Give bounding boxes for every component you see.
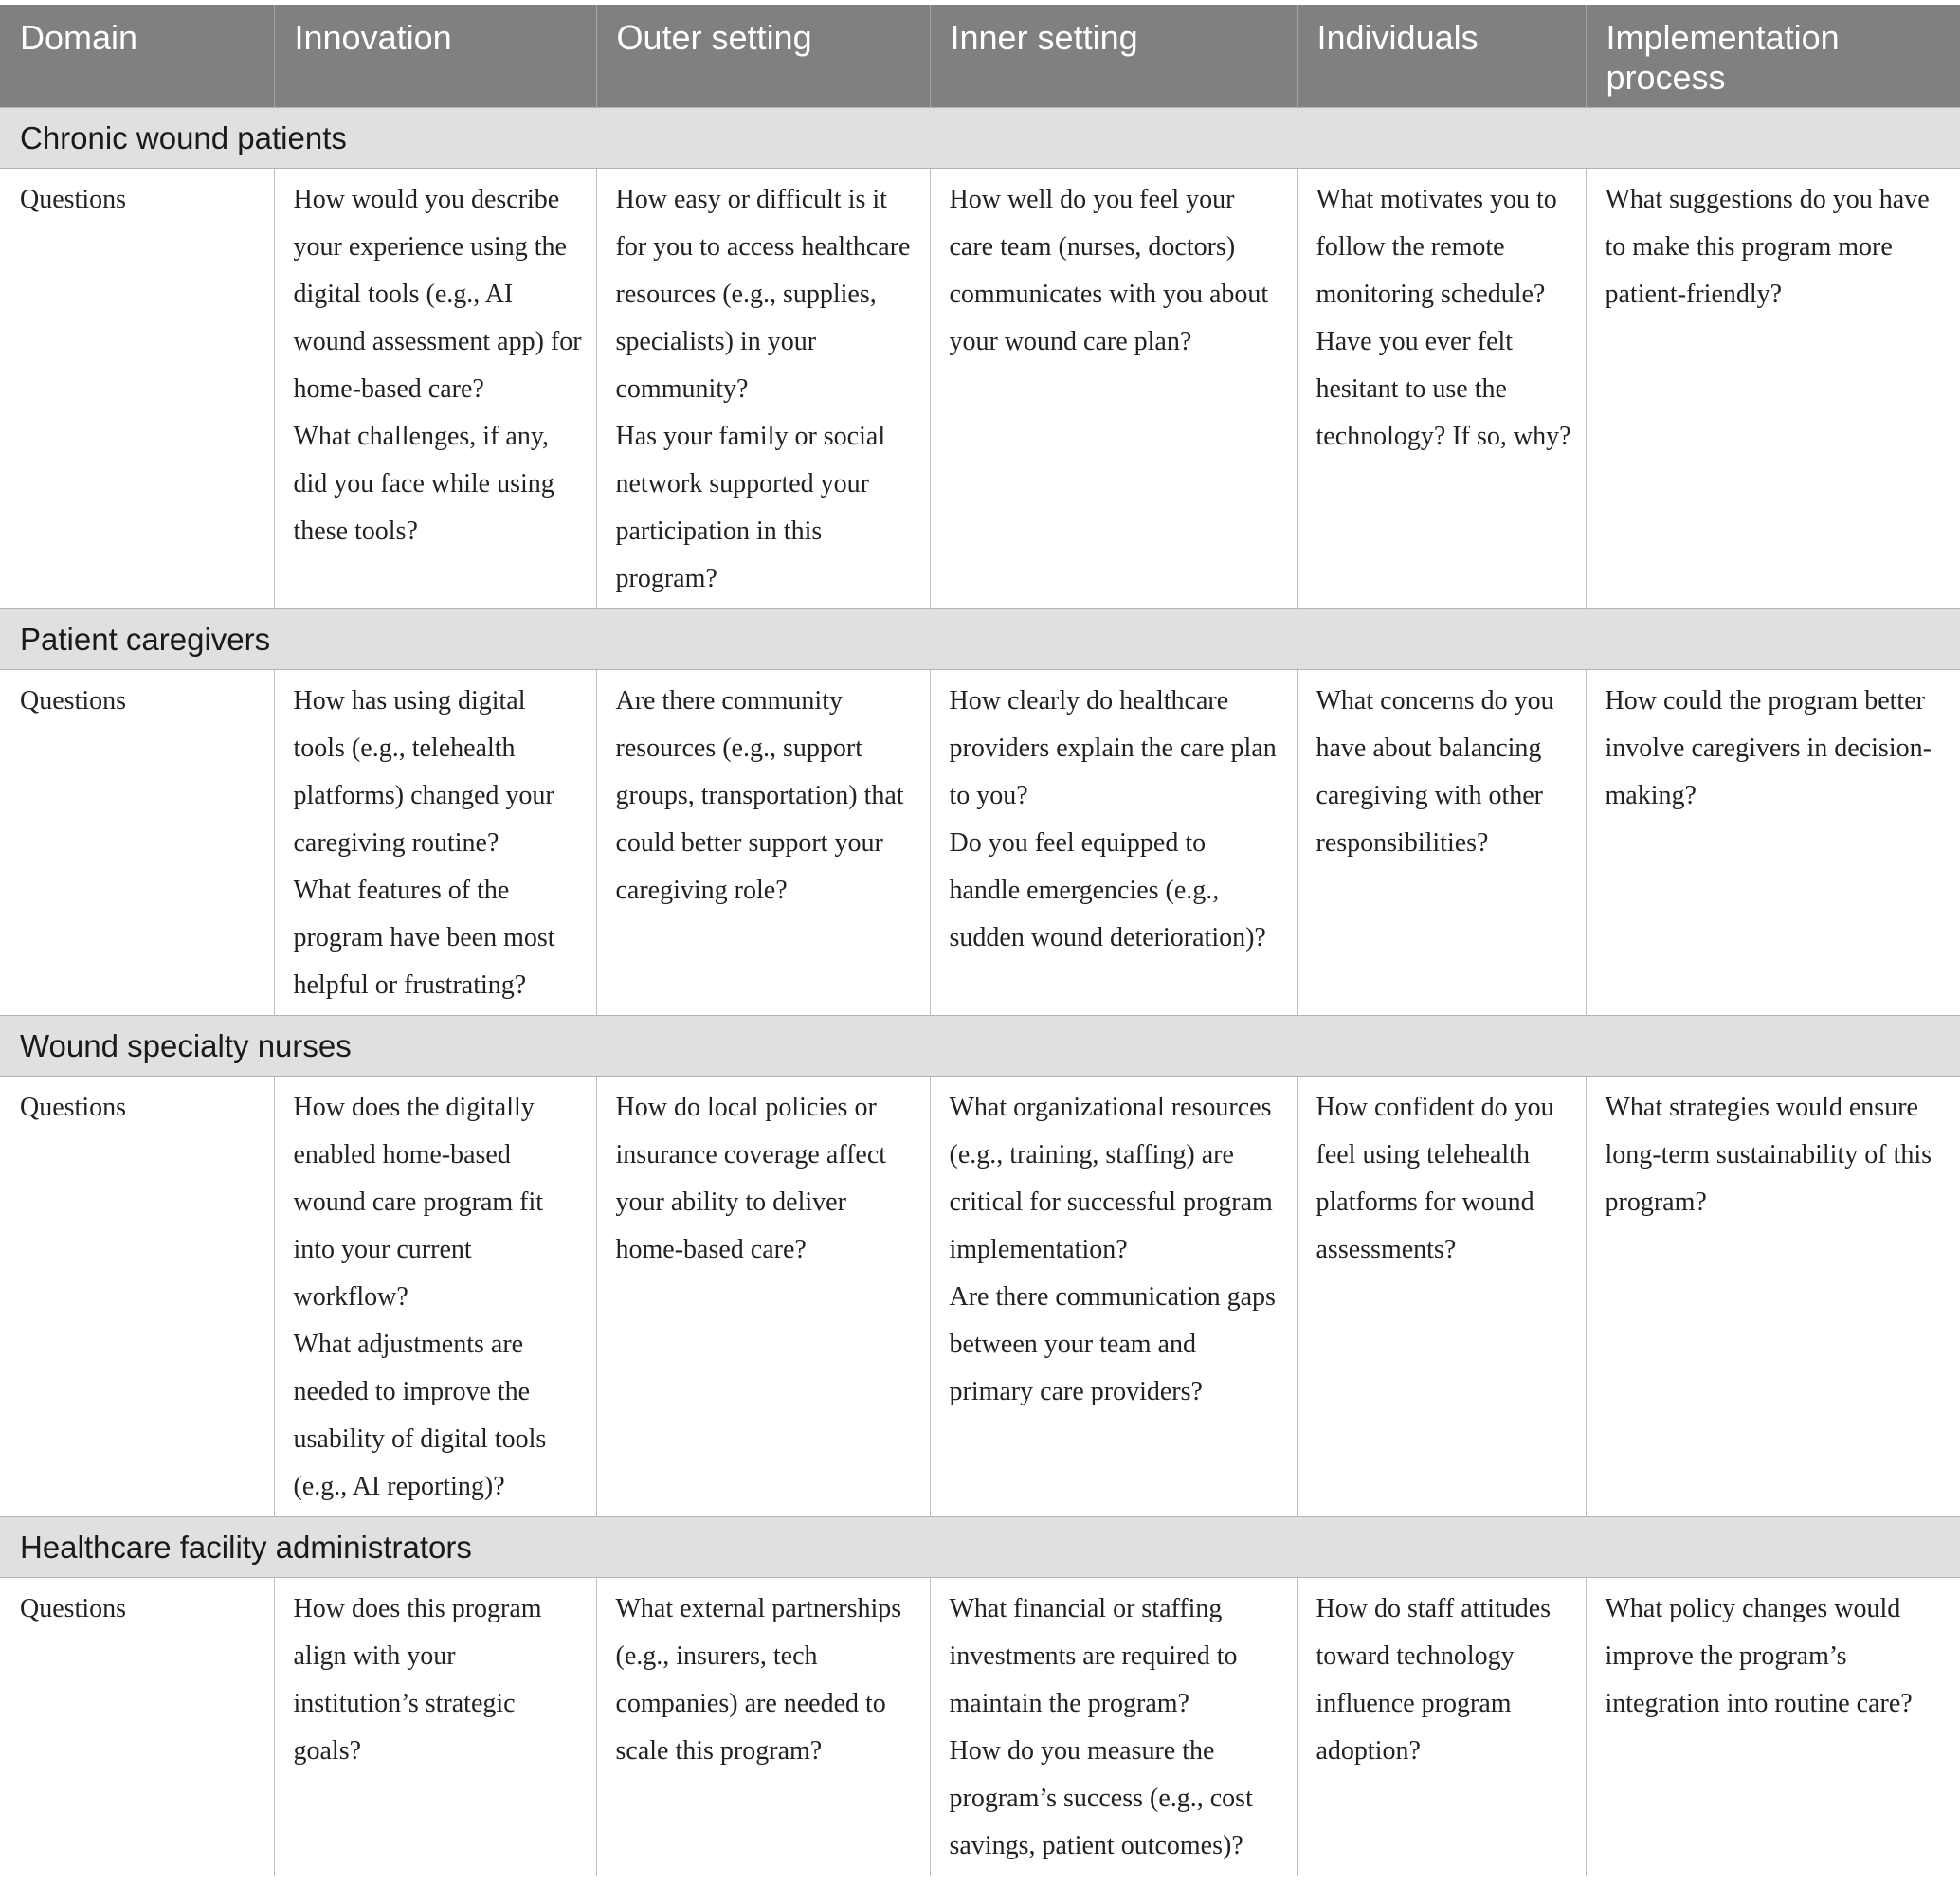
question-text: How easy or difficult is it for you to access healthcare resources (e.g., supplies, specialists) in your community? [615,185,911,404]
question-text: What concerns do you have about balancing caregiving with other responsibilities? [1316,686,1554,858]
group-title: Wound specialty nurses [0,1016,1960,1077]
cell-innovation [274,1578,596,1876]
question-text: What policy changes would improve the program’s integration into routine care? [1605,1594,1913,1718]
question-text: Are there communication gaps between your team and primary care providers? [949,1282,1276,1406]
cell-implementation-process [1586,670,1960,1016]
table-row [0,169,1960,609]
question-text: What adjustments are needed to improve the usability of digital tools (e.g., AI reporting)? [293,1330,547,1501]
group-row [0,1016,1960,1077]
cell-outer-setting [596,1077,930,1517]
cell-inner-setting [930,169,1297,609]
cell-implementation-process [1586,1578,1960,1876]
question-text: How would you describe your experience using the digital tools (e.g., AI wound assessment app) for home-based care? [293,185,582,404]
question-text: What external partnerships (e.g., insurers, tech companies) are needed to scale this program? [615,1594,902,1766]
cell-outer-setting [596,670,930,1016]
group-title: Patient caregivers [0,609,1960,670]
question-text: What financial or staffing investments are required to maintain the program? [949,1594,1238,1718]
cell-innovation [274,670,596,1016]
cell-individuals [1297,169,1586,609]
cell-outer-setting [596,169,930,609]
group-row [0,609,1960,670]
cell-inner-setting [930,670,1297,1016]
row-label: Questions [20,185,126,214]
question-text: What challenges, if any, did you face while using these tools? [293,422,554,546]
question-text: What organizational resources (e.g., training, staffing) are critical for successful program implementation? [949,1093,1273,1264]
question-text: How do local policies or insurance coverage affect your ability to deliver home-based care? [615,1093,887,1264]
question-text: Have you ever felt hesitant to use the technology? If so, why? [1316,327,1571,451]
cfir-questions-table [0,5,1960,1876]
question-text: How do you measure the program’s success (e.g., cost savings, patient outcomes)? [949,1736,1253,1860]
header-innovation: Innovation [274,5,596,108]
table-header [0,5,1960,108]
question-text: What strategies would ensure long-term sustainability of this program? [1605,1093,1933,1217]
question-text: How clearly do healthcare providers explain the care plan to you? [949,686,1277,810]
cell-innovation [274,169,596,609]
cell-implementation-process [1586,1077,1960,1517]
question-text: How does the digitally enabled home-based wound care program fit into your current workflow? [293,1093,544,1312]
cell-innovation [274,1077,596,1517]
cell-outer-setting [596,1578,930,1876]
question-text: What suggestions do you have to make this program more patient-friendly? [1605,185,1930,309]
row-label: Questions [20,686,126,716]
group-title: Healthcare facility administrators [0,1517,1960,1578]
row-label: Questions [20,1093,126,1122]
cell-inner-setting [930,1578,1297,1876]
header-row [0,5,1960,108]
table-body [0,108,1960,1876]
question-text: How does this program align with your institution’s strategic goals? [293,1594,542,1766]
question-text: Do you feel equipped to handle emergencies (e.g., sudden wound deterioration)? [949,828,1266,952]
question-text: What features of the program have been most helpful or frustrating? [293,876,555,1000]
table-row [0,670,1960,1016]
question-text: Has your family or social network supported your participation in this program? [615,422,886,593]
header-implementation-process: Implementation process [1586,5,1960,108]
cell-individuals [1297,1077,1586,1517]
group-row [0,108,1960,169]
question-text: How well do you feel your care team (nurses, doctors) communicates with you about your wound care plan? [949,185,1269,356]
cell-inner-setting [930,1077,1297,1517]
header-domain: Domain [0,5,274,108]
table-row [0,1077,1960,1517]
row-label: Questions [0,1578,274,1876]
question-text: Are there community resources (e.g., support groups, transportation) that could better support your caregiving role? [615,686,904,905]
table-row [0,1578,1960,1876]
question-text: How confident do you feel using telehealth platforms for wound assessments? [1316,1093,1554,1264]
question-text: How has using digital tools (e.g., telehealth platforms) changed your caregiving routine? [293,686,554,858]
question-text: How could the program better involve caregivers in decision-making? [1605,686,1932,810]
question-text: What motivates you to follow the remote monitoring schedule? [1316,185,1557,309]
cell-individuals [1297,670,1586,1016]
cell-implementation-process [1586,169,1960,609]
header-inner-setting: Inner setting [930,5,1297,108]
group-row [0,1517,1960,1578]
group-title: Chronic wound patients [0,108,1960,169]
header-outer-setting: Outer setting [596,5,930,108]
cell-individuals [1297,1578,1586,1876]
question-text: How do staff attitudes toward technology influence program adoption? [1316,1594,1552,1766]
header-individuals: Individuals [1297,5,1586,108]
